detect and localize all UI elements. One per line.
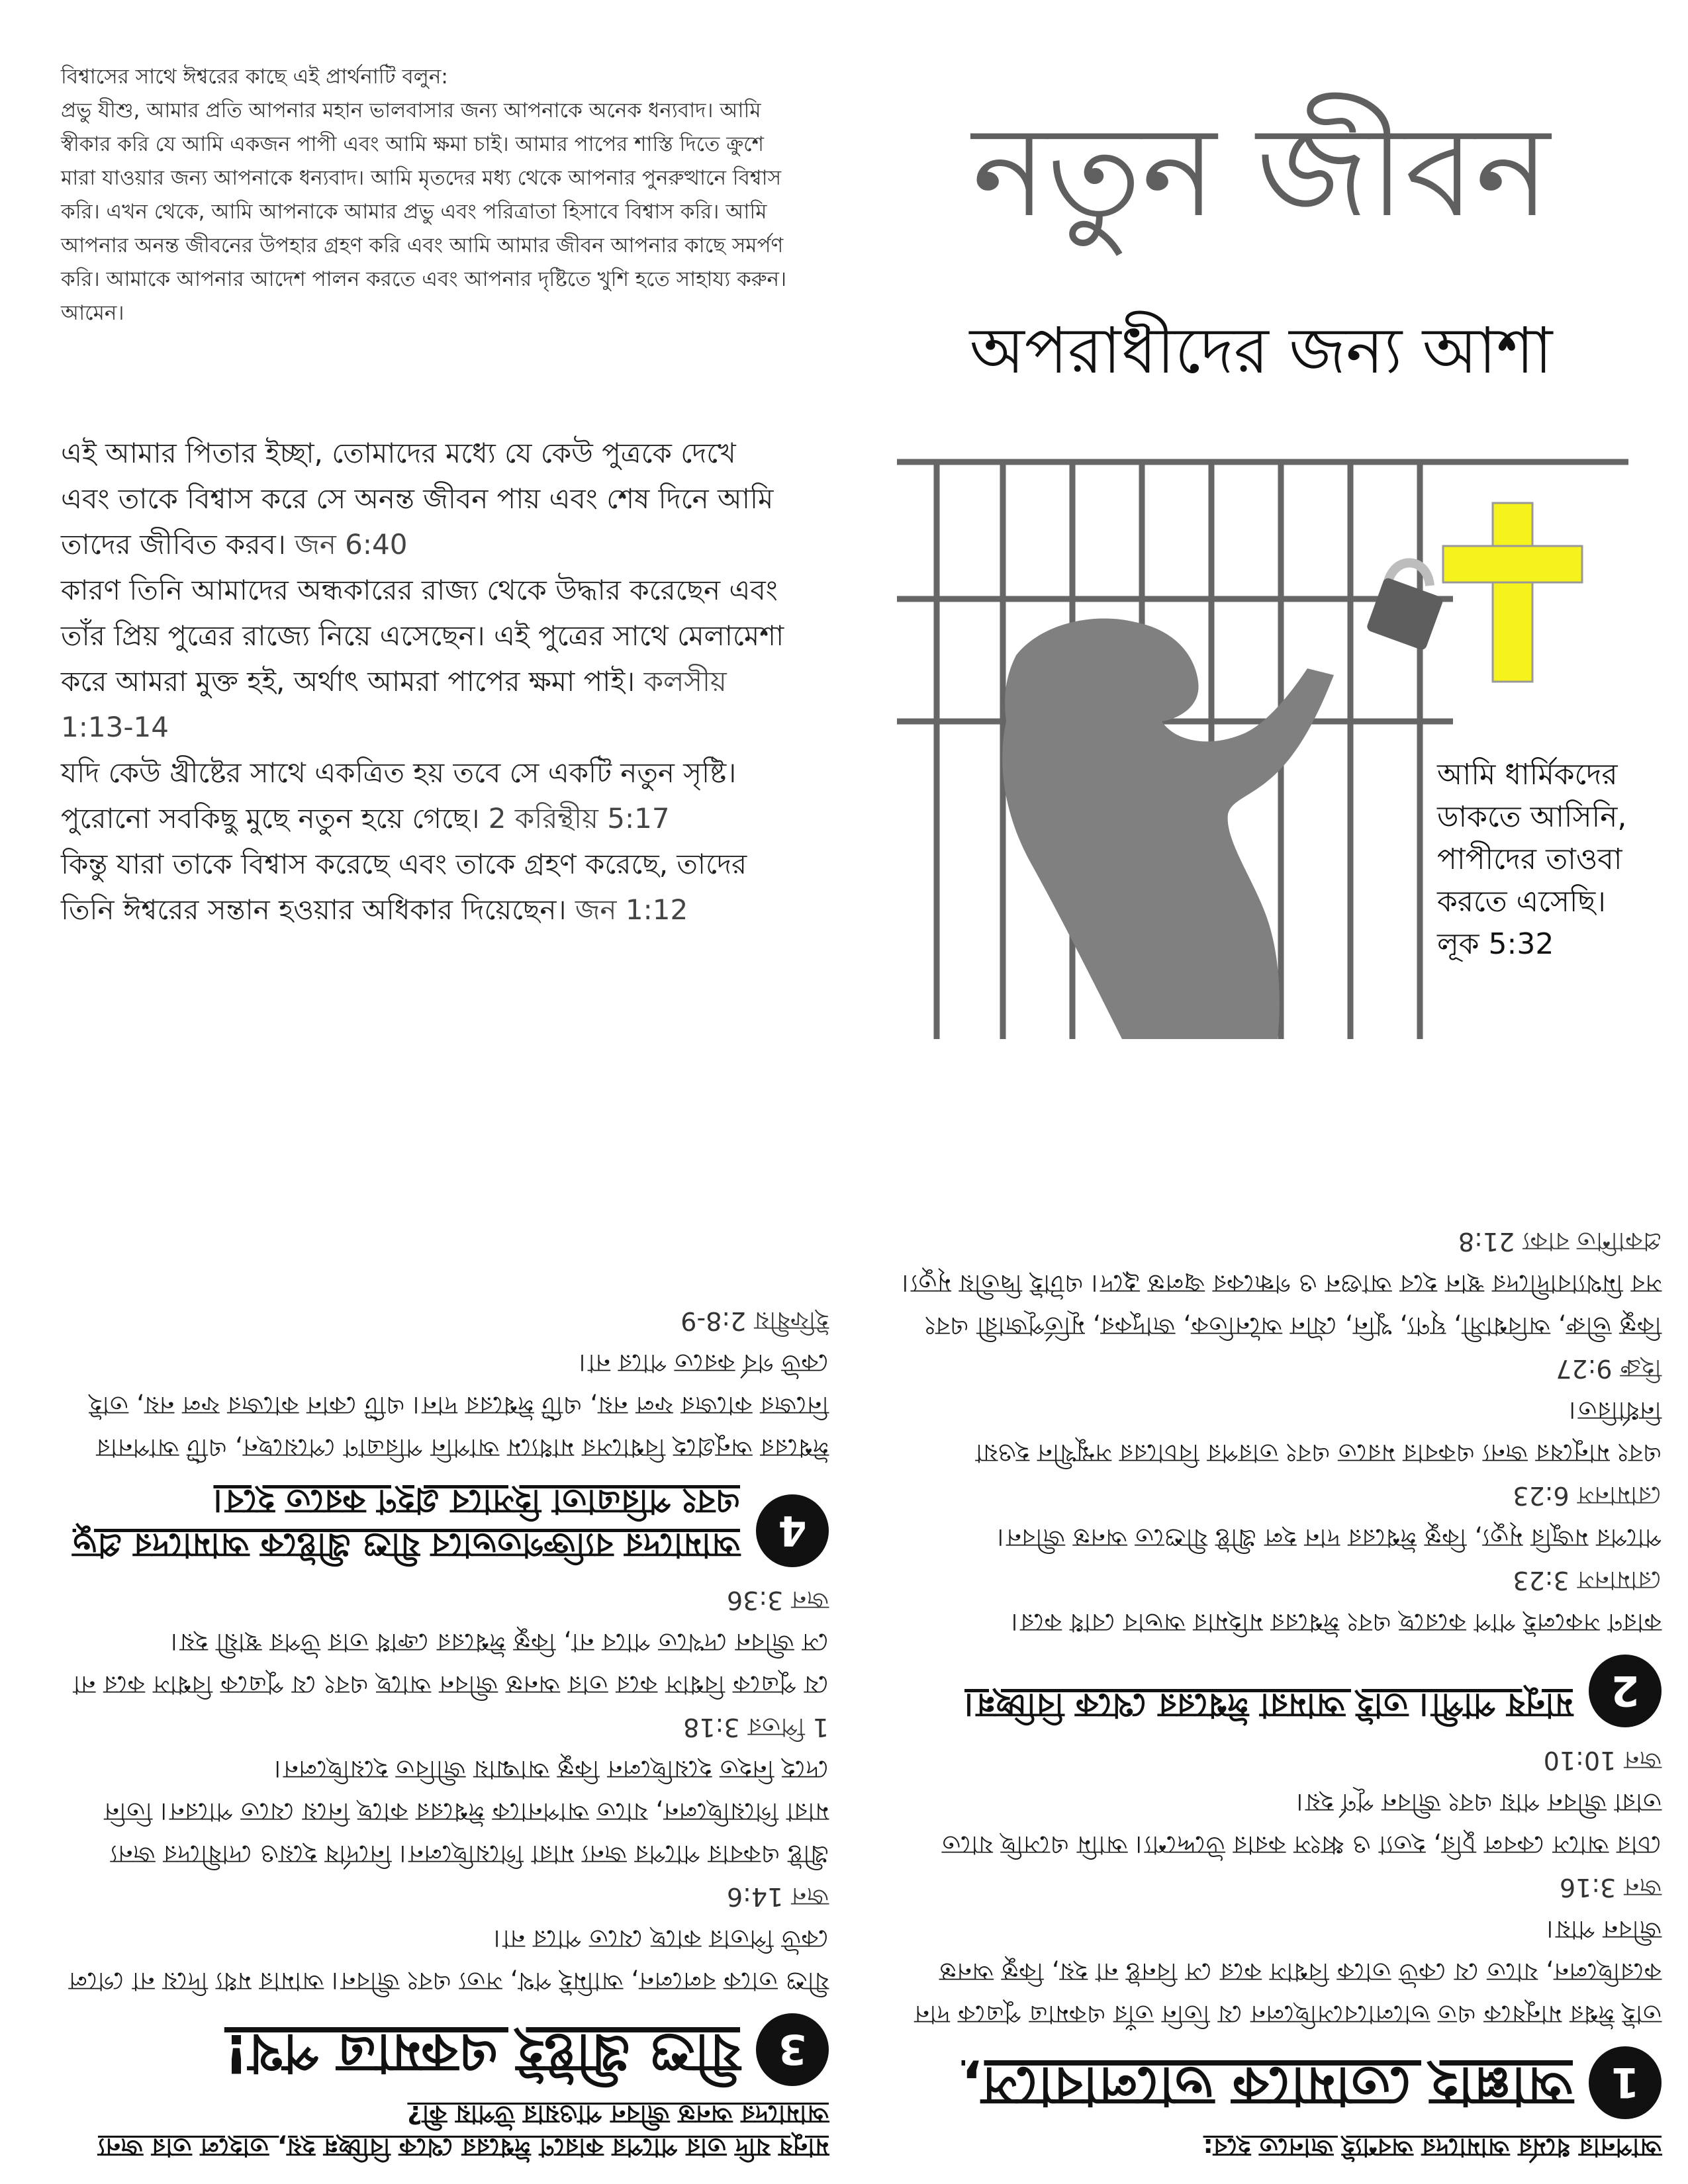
panel-right-upside-down [894, 1118, 1662, 2164]
verse-4 [61, 841, 789, 933]
panel-right-intro: আপনার ধর্মের আমাদের অবশ্যই জানতে হবে: [1203, 2133, 1662, 2162]
luke-quote [1433, 751, 1656, 968]
section-2-body-3: এবং মানুষের জন্য একবার মরতে এবং তারপর বিচারের সম্মুখীন হওয়া নির্ধারিত। [975, 1396, 1662, 1468]
quote-line-1: আমি ধার্মিকদের [1437, 758, 1618, 792]
section-2-header [894, 1655, 1662, 1727]
section-2-ref: রোমানস 3:23 [1513, 1566, 1662, 1595]
section-3-ref-2: 1 পিতর 3:18 [683, 1713, 829, 1742]
section-3-body-3: যে পুত্রকে বিশ্বাস করে তার অনন্ত জীবন আছে এবং যে পুত্রকে বিশ্বাস করে না সে জীবন দেখতে পাবে না, কিন্তু ঈশ্বরের ক্রোধ তার উপর স্থায়ী হয়। [73, 1628, 829, 1700]
section-4-body: ঈশ্বরের অনুগ্রহে বিশ্বাসের মাধ্যমে আপনি পরিত্রাণ পেয়েছেন, এটি আপনার নিজের কাজের ফল নয়, এটি ঈশ্বরের দান। এটি কোন কাজের ফল নয়, তাই কেউ গর্ব করতে পারে না। [89, 1349, 829, 1463]
padlock-icon [1366, 563, 1444, 651]
section-2-ref-3: হিব্রু 9:27 [1556, 1354, 1662, 1383]
section-1-body: তাই ঈশ্বর মানুষকে এত ভালোবেসেছিলেন যে তিনি তাঁর একমাত্র পুত্রকে দান করেছিলেন, যাতে যে কেউ তাকে বিশ্বাস করে সে বিনষ্ট না হয়, কিন্তু অনন্ত জীবন পায়। [914, 1915, 1662, 2029]
section-2-heading: মানুষ পাপী। তাই আমরা ঈশ্বরের থেকে বিচ্ছিন্ন। [964, 1686, 1573, 1725]
section-2-number: 2 [1589, 1655, 1662, 1727]
verse-3-ref: 2 করিন্থীয় 5:17 [488, 802, 670, 835]
cover-title: নতুন জীবন [972, 99, 1550, 245]
section-3-body: যীশু তাকে বললেন, আমিই পথ, সত্য এবং জীবন। আমার মধ্য দিয়ে না গেলে কেউ পিতার কাছে যেতে পারে না। [68, 1925, 829, 1996]
section-3-number: 3 [756, 2013, 829, 2086]
verse-1-text: এই আমার পিতার ইচ্ছা, তোমাদের মধ্যে যে কেউ পুত্রকে দেখে এবং তাকে বিশ্বাস করে সে অনন্ত জীবন পায় এবং শেষ দিনে আমি তাদের জীবিত করব। [61, 437, 774, 561]
section-3-ref-3: জন 3:36 [726, 1586, 829, 1615]
prisoner-silhouette [1002, 618, 1334, 1039]
panel-left-intro: মানুষ যদি তার পাপের কারণে ঈশ্বরের থেকে বিচ্ছিন্ন হয়, তাহলে তার জন্য আমাদের অনন্ত জীবন পাওয়ার উপায় কী? [98, 2100, 829, 2162]
section-4-heading: আমাদের ব্যক্তিগতভাবে যীশু খ্রীষ্টকে আমাদের প্রভু এবং পরিত্রাতা হিসাবে গ্রহণ করতে হবে। [72, 1482, 740, 1565]
quote-ref: লূক 5:32 [1437, 927, 1554, 961]
verse-3 [61, 750, 789, 841]
section-1-ref: জন 3:16 [1559, 1873, 1662, 1902]
section-1-heading: আল্লাহ তোমাকে ভালোবাসে, [961, 2056, 1573, 2117]
panel-left-upside-down [61, 1118, 829, 2164]
section-1-ref-2: জন 10:10 [1543, 1746, 1662, 1775]
prayer-text [61, 94, 789, 330]
cross-icon [1443, 503, 1582, 682]
verse-2-text: কারণ তিনি আমাদের অন্ধকারের রাজ্য থেকে উদ্ধার করেছেন এবং তাঁর প্রিয় পুত্রের রাজ্যে নিয়ে এসেছেন। এই পুত্রের সাথে মেলামেশা করে আমরা মুক্ত হই, অর্থাৎ আমরা পাপের ক্ষমা পাই। [61, 574, 784, 698]
verse-1 [61, 430, 789, 567]
prayer-body: প্রভু যীশু, আমার প্রতি আপনার মহান ভালবাসার জন্য আপনাকে অনেক ধন্যবাদ। আমি স্বীকার করি যে আমি একজন পাপী এবং আমি ক্ষমা চাই। আমার পাপের শাস্তি দিতে ক্রুশে মারা যাওয়ার জন্য আপনাকে ধন্যবাদ। আমি মৃতদের মধ্য থেকে আপনার পুনরুত্থানে বিশ্বাস করি। এখন থেকে, আমি আপনাকে আমার প্রভু এবং পরিত্রাতা হিসাবে বিশ্বাস করি। আমি আপনার অনন্ত জীবনের উপহার গ্রহণ করি এবং আমি আমার জীবন আপনার কাছে সমর্পণ করি। আমাকে আপনার আদেশ পালন করতে এবং আপনার দৃষ্টিতে খুশি হতে সাহায্য করুন। আমেন। [61, 99, 787, 325]
section-4-ref: ইফিষীয় 2:8-9 [680, 1306, 829, 1336]
verse-4-ref: জন 1:12 [575, 893, 688, 926]
section-3-ref: জন 14:6 [726, 1882, 829, 1911]
section-1-body-2: চোর আসে কেবল চুরি, হত্যা ও ধ্বংস করার উদ্দেশ্যে। আমি এসেছি যাতে তারা জীবন পায় এবং জীবন পূর্ণ হয়। [941, 1788, 1662, 1860]
section-2-ref-2: রোমানস 6:23 [1513, 1481, 1662, 1510]
section-3-heading: যীশু খ্রীষ্টই একমাত্র পথ! [224, 2023, 740, 2084]
verse-3-text: যদি কেউ খ্রীষ্টের সাথে একত্রিত হয় তবে সে একটি নতুন সৃষ্টি। পুরোনো সবকিছু মুছে নতুন হয়ে গেছে। [61, 756, 737, 835]
section-4-number: 4 [756, 1494, 829, 1567]
section-2-body-4: কিন্তু ভীরু, অবিশ্বাসী, ঘৃণ্য, খুনি, যৌন অনৈতিক, জাদুকর, মূর্তিপূজারী এবং সব মিথ্যাবাদীদের স্থান হবে আগুন ও গন্ধকের জ্বলন্ত হ্রদে। এটাই দ্বিতীয় মৃত্যু। [902, 1269, 1662, 1341]
section-1-number: 1 [1589, 2046, 1662, 2119]
section-3-header [61, 2013, 829, 2086]
prayer-intro: বিশ্বাসের সাথে ঈশ্বরের কাছে এই প্রার্থনাটি বলুন: [61, 65, 448, 89]
verse-2 [61, 567, 789, 750]
quote-line-3: পাপীদের তাওবা [1437, 842, 1622, 876]
quote-line-2: ডাকতে আসিনি, [1437, 800, 1627, 834]
verse-2-ref: কলসীয় 1:13-14 [61, 665, 727, 743]
section-2-ref-4: প্রকাশিত বাক্য 21:8 [1458, 1227, 1662, 1256]
section-3-body-2: খ্রীষ্ট একবার পাপের জন্য মারা গিয়েছিলেন। নির্দোষ হয়েও দোষীদের জন্য মারা গিয়েছিলেন, যাতে আপনাকে ঈশ্বরের কাছে নিয়ে যেতে পারেন। তিনি দেহে নিহত হয়েছিলেন কিন্তু আত্মায় জীবিত হয়েছিলেন। [104, 1755, 829, 1869]
section-2-body: কারণ সকলেই পাপ করেছে এবং ঈশ্বরের মহিমার অভাব বোধ করে। [1011, 1608, 1662, 1637]
verses-block [61, 430, 789, 933]
quote-line-4: করতে এসেছি। [1437, 885, 1606, 919]
section-1-header [894, 2046, 1662, 2119]
verse-1-ref: জন 6:40 [295, 528, 408, 561]
section-4-header [61, 1480, 829, 1567]
cover-subtitle: অপরাধীদের জন্য আশা [969, 314, 1553, 388]
section-2-body-2: পাপের মজুরি মৃত্যু, কিন্তু ঈশ্বরের দান হল খ্রীষ্ট যীশুতে অনন্ত জীবন। [997, 1524, 1662, 1553]
verse-4-text: কিন্তু যারা তাকে বিশ্বাস করেছে এবং তাকে গ্রহণ করেছে, তাদের তিনি ঈশ্বরের সন্তান হওয়ার অধিকার দিয়েছেন। [61, 848, 747, 926]
